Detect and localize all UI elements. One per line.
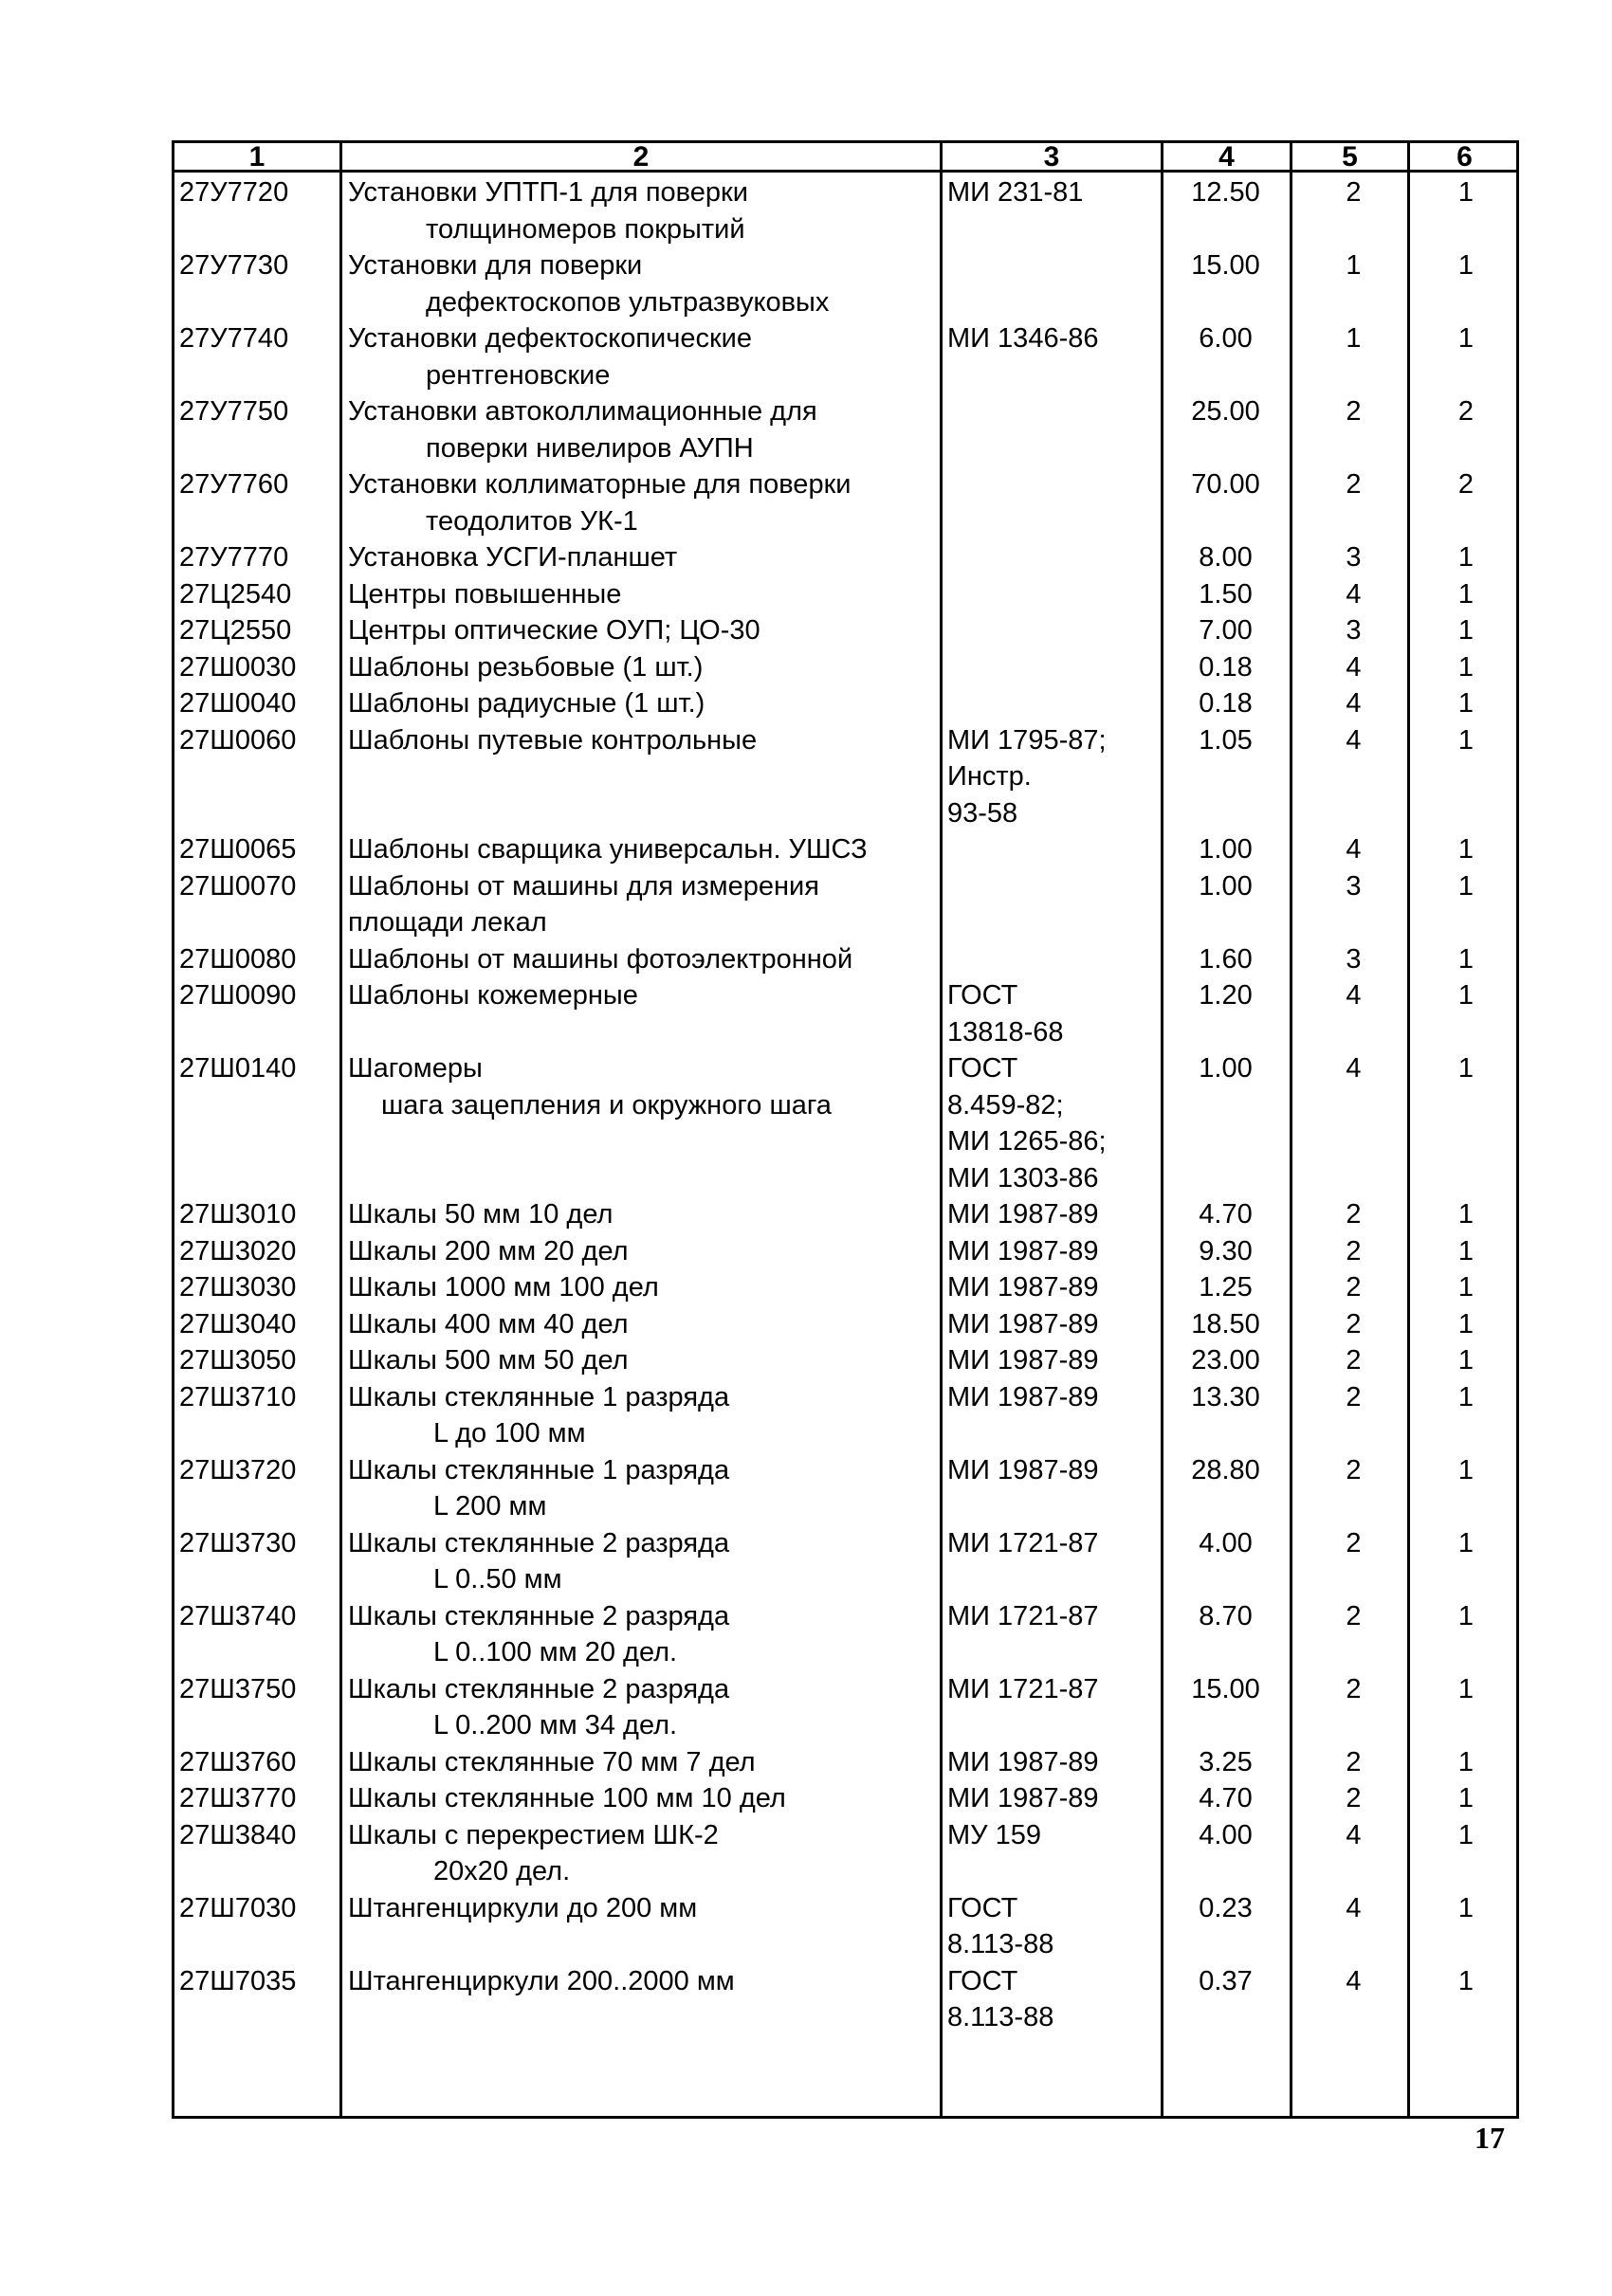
document-ref: [947, 1890, 1053, 1963]
column-divider: [940, 143, 943, 2116]
price-value: 8.00: [1199, 542, 1253, 573]
item-code: 27Ш7030: [179, 1892, 297, 1923]
price-value: 4.00: [1199, 1819, 1253, 1850]
column6-value: 1: [1457, 615, 1475, 646]
column6-value: 1: [1457, 1965, 1475, 1996]
column6-value: 1: [1457, 1783, 1475, 1813]
column5-value: 4: [1346, 1819, 1362, 1850]
price-value: 1.00: [1199, 1053, 1253, 1084]
item-name-line: Установка УСГИ-планшет: [348, 542, 678, 573]
item-name: [348, 320, 752, 393]
item-name: [348, 1817, 719, 1890]
column5-value: 2: [1346, 1600, 1362, 1631]
item-name: [348, 1050, 832, 1123]
column5-value: 2: [1346, 1381, 1362, 1412]
item-code: 27Ц2550: [179, 615, 292, 646]
column5-value: 2: [1346, 469, 1362, 500]
column5-value: 2: [1346, 1345, 1362, 1376]
document-ref-line: МИ 1987-89: [947, 1308, 1099, 1339]
item-code: 27Ш3750: [179, 1673, 297, 1704]
document-ref: [947, 1196, 1099, 1233]
item-name-line: Шкалы стеклянные 2 разряда: [348, 1600, 730, 1631]
item-name: [348, 174, 748, 247]
item-name: [348, 868, 819, 941]
item-name-line: Шкалы стеклянные 70 мм 7 дел: [348, 1746, 756, 1777]
item-name: [348, 1379, 729, 1452]
document-ref: [947, 977, 1064, 1050]
item-name: [348, 1744, 756, 1781]
item-name-line: Шаблоны радиусные (1 шт.): [348, 688, 705, 719]
column6-value: 1: [1457, 688, 1475, 719]
item-name-line: дефектоскопов ультразвуковых: [426, 286, 830, 318]
document-ref: [947, 1379, 1099, 1416]
item-name-line: Шкалы стеклянные 2 разряда: [348, 1527, 730, 1558]
item-name-line: 20х20 дел.: [433, 1856, 571, 1886]
column6-value: 1: [1457, 323, 1475, 354]
item-name: [348, 941, 852, 978]
price-value: 3.25: [1199, 1746, 1253, 1777]
item-name-line: Центры оптические ОУП; ЦО-30: [348, 615, 760, 646]
document-ref-line: МИ 1721-87: [947, 1673, 1099, 1704]
item-name-line: Шаблоны путевые контрольные: [348, 724, 758, 756]
column-header: 2: [632, 141, 650, 173]
document-ref-line: МИ 1987-89: [947, 1345, 1099, 1376]
item-code: 27Ш3730: [179, 1527, 297, 1558]
item-name-line: Шкалы стеклянные 2 разряда: [348, 1673, 730, 1704]
document-ref-line: 13818-68: [947, 1016, 1064, 1048]
column5-value: 1: [1346, 323, 1362, 354]
item-code: 27Ш0090: [179, 980, 297, 1011]
column-header: 4: [1218, 141, 1235, 173]
column5-value: 4: [1346, 578, 1362, 610]
item-name-line: Центры повышенные: [348, 578, 622, 610]
document-ref: [947, 174, 1083, 211]
document-ref-line: ГОСТ: [947, 1053, 1018, 1084]
item-name-line: L 0..200 мм 34 дел.: [433, 1710, 678, 1740]
price-value: 25.00: [1191, 396, 1260, 427]
price-value: 9.30: [1199, 1235, 1253, 1266]
item-name-line: L 0..100 мм 20 дел.: [433, 1637, 678, 1667]
price-value: 15.00: [1191, 1673, 1260, 1704]
item-code: 27Ш3030: [179, 1272, 297, 1303]
column5-value: 4: [1346, 1965, 1362, 1996]
price-value: 18.50: [1191, 1308, 1260, 1339]
column5-value: 2: [1346, 1454, 1362, 1485]
item-code: 27У7770: [179, 542, 289, 573]
column6-value: 1: [1457, 651, 1475, 683]
price-value: 1.00: [1199, 870, 1253, 902]
column6-value: 1: [1457, 250, 1475, 281]
document-ref-line: МИ 1987-89: [947, 1235, 1099, 1266]
item-name-line: L до 100 мм: [433, 1418, 586, 1449]
item-code: 27Ц2540: [179, 578, 292, 610]
item-name: [348, 1196, 613, 1233]
column5-value: 4: [1346, 724, 1362, 756]
price-value: 15.00: [1191, 250, 1260, 281]
price-value: 28.80: [1191, 1454, 1260, 1485]
item-code: 27У7750: [179, 396, 289, 427]
price-value: 0.23: [1199, 1892, 1253, 1923]
column-divider: [1290, 143, 1292, 2116]
column6-value: 1: [1457, 1345, 1475, 1376]
column6-value: 1: [1457, 1381, 1475, 1412]
document-ref-line: МИ 1987-89: [947, 1272, 1099, 1303]
column-divider: [339, 143, 342, 2116]
column6-value: 1: [1457, 943, 1475, 975]
column5-value: 4: [1346, 1053, 1362, 1084]
column-header: 5: [1342, 141, 1358, 173]
column5-value: 3: [1346, 542, 1362, 573]
price-value: 70.00: [1191, 469, 1260, 500]
price-value: 1.20: [1199, 980, 1253, 1011]
item-name-line: шага зацепления и окружного шага: [381, 1089, 832, 1121]
item-name-line: Шкалы стеклянные 100 мм 10 дел: [348, 1783, 786, 1813]
column5-value: 3: [1346, 615, 1362, 646]
item-name: [348, 831, 868, 868]
item-name-line: L 200 мм: [433, 1491, 547, 1522]
column6-value: 1: [1457, 1673, 1475, 1704]
item-name-line: толщиномеров покрытий: [426, 213, 745, 245]
item-name-line: Шкалы стеклянные 1 разряда: [348, 1381, 730, 1412]
item-name-line: Шкалы 200 мм 20 дел: [348, 1235, 629, 1266]
column-header: 6: [1456, 141, 1473, 173]
item-name-line: Установки дефектоскопические: [348, 323, 752, 354]
item-name-line: Шкалы стеклянные 1 разряда: [348, 1454, 730, 1485]
column6-value: 2: [1457, 396, 1475, 427]
column-divider: [1161, 143, 1163, 2116]
item-name-line: поверки нивелиров АУПН: [426, 432, 754, 464]
item-code: 27У7760: [179, 469, 289, 500]
item-name-line: Установки УПТП-1 для поверки: [348, 177, 748, 208]
document-ref: [947, 1342, 1099, 1379]
item-name: [348, 393, 817, 466]
column5-value: 4: [1346, 980, 1362, 1011]
price-value: 0.18: [1199, 651, 1253, 683]
price-value: 0.37: [1199, 1965, 1253, 1996]
column6-value: 1: [1457, 177, 1475, 208]
item-code: 27Ш0080: [179, 943, 297, 975]
item-code: 27Ш0140: [179, 1053, 297, 1084]
column5-value: 1: [1346, 250, 1362, 281]
column5-value: 2: [1346, 177, 1362, 208]
item-name-line: Шкалы 50 мм 10 дел: [348, 1199, 614, 1230]
price-value: 23.00: [1191, 1345, 1260, 1376]
column5-value: 4: [1346, 651, 1362, 683]
item-code: 27Ш3710: [179, 1381, 297, 1412]
item-name-line: рентгеновские: [426, 359, 611, 391]
item-name-line: Установки автоколлимационные для: [348, 396, 817, 427]
price-value: 12.50: [1191, 177, 1260, 208]
item-name: [348, 722, 757, 759]
item-code: 27Ш3040: [179, 1308, 297, 1339]
item-name: [348, 1671, 729, 1744]
document-ref: [947, 1817, 1041, 1854]
item-code: 27Ш0065: [179, 834, 297, 865]
document-ref-line: 8.113-88: [947, 1929, 1054, 1959]
item-code: 27У7730: [179, 250, 289, 281]
column6-value: 1: [1457, 870, 1475, 902]
document-ref: [947, 1452, 1099, 1489]
item-name-line: L 0..50 мм: [433, 1564, 562, 1594]
document-ref-line: 93-58: [947, 797, 1018, 829]
column6-value: 1: [1457, 578, 1475, 610]
document-ref-line: ГОСТ: [947, 1892, 1018, 1923]
item-name-line: площади лекал: [348, 907, 547, 938]
column5-value: 2: [1346, 1272, 1362, 1303]
document-ref-line: МИ 1987-89: [947, 1381, 1099, 1412]
column6-value: 1: [1457, 542, 1475, 573]
item-name-line: Шкалы с перекрестием ШК-2: [348, 1819, 719, 1850]
item-name: [348, 1963, 735, 2000]
column6-value: 1: [1457, 1527, 1475, 1558]
price-value: 4.70: [1199, 1783, 1253, 1813]
document-ref-line: МИ 1795-87;: [947, 724, 1107, 756]
document-ref-line: Инстр.: [947, 761, 1032, 792]
document-ref-line: МИ 1346-86: [947, 323, 1099, 354]
document-ref-line: МИ 1265-86;: [947, 1126, 1107, 1157]
item-name-line: Шкалы 500 мм 50 дел: [348, 1345, 629, 1376]
item-name-line: Шкалы 400 мм 40 дел: [348, 1308, 629, 1339]
document-ref: [947, 722, 1107, 832]
item-code: 27Ш3740: [179, 1600, 297, 1631]
price-value: 4.70: [1199, 1199, 1253, 1230]
column6-value: 1: [1457, 1308, 1475, 1339]
page-number: 17: [1475, 2121, 1505, 2155]
item-name-line: теодолитов УК-1: [426, 505, 638, 537]
column5-value: 2: [1346, 1783, 1362, 1813]
item-name: [348, 612, 760, 649]
item-name-line: Шаблоны сварщика универсальн. УШСЗ: [348, 834, 868, 865]
column6-value: 1: [1457, 1272, 1475, 1303]
column5-value: 4: [1346, 834, 1362, 865]
column-header: 1: [248, 141, 266, 173]
item-code: 27У7720: [179, 177, 289, 208]
document-ref: [947, 320, 1099, 357]
item-name: [348, 649, 703, 686]
document-ref: [947, 1525, 1099, 1562]
item-name-line: Установки для поверки: [348, 250, 643, 281]
document-ref-line: 8.113-88: [947, 2002, 1054, 2032]
item-code: 27Ш3720: [179, 1454, 297, 1485]
item-name-line: Установки коллиматорные для поверки: [348, 469, 852, 500]
item-name: [348, 1890, 697, 1927]
item-code: 27Ш3770: [179, 1783, 297, 1813]
document-ref-line: ГОСТ: [947, 980, 1018, 1011]
price-value: 4.00: [1199, 1527, 1253, 1558]
document-ref: [947, 1050, 1107, 1196]
item-name: [348, 466, 851, 539]
price-value: 1.60: [1199, 943, 1253, 975]
document-ref: [947, 1269, 1099, 1306]
column5-value: 3: [1346, 870, 1362, 902]
item-name: [348, 1306, 629, 1343]
item-name: [348, 1780, 786, 1817]
column5-value: 2: [1346, 1746, 1362, 1777]
item-code: 27Ш0060: [179, 724, 297, 756]
column5-value: 2: [1346, 1673, 1362, 1704]
item-name: [348, 247, 829, 320]
column5-value: 3: [1346, 943, 1362, 975]
price-value: 1.05: [1199, 724, 1253, 756]
document-ref-line: МИ 1721-87: [947, 1600, 1099, 1631]
item-code: 27Ш3020: [179, 1235, 297, 1266]
item-code: 27Ш3010: [179, 1199, 297, 1230]
document-ref: [947, 1744, 1099, 1781]
column6-value: 1: [1457, 1819, 1475, 1850]
document-ref-line: МИ 1303-86: [947, 1162, 1099, 1194]
document-ref: [947, 1233, 1099, 1270]
item-code: 27Ш0070: [179, 870, 297, 902]
item-name: [348, 977, 638, 1014]
document-ref: [947, 1306, 1099, 1343]
column5-value: 2: [1346, 1527, 1362, 1558]
item-name: [348, 1233, 629, 1270]
column-header: 3: [1043, 141, 1060, 173]
item-name-line: Штангенциркули до 200 мм: [348, 1892, 698, 1923]
column6-value: 1: [1457, 1600, 1475, 1631]
column6-value: 1: [1457, 1454, 1475, 1485]
price-value: 7.00: [1199, 615, 1253, 646]
item-name: [348, 1452, 729, 1525]
column6-value: 1: [1457, 724, 1475, 756]
item-name-line: Шаблоны от машины для измерения: [348, 870, 819, 902]
document-ref: [947, 1780, 1099, 1817]
document-ref-line: МИ 1987-89: [947, 1199, 1099, 1230]
document-ref: [947, 1671, 1099, 1708]
column5-value: 4: [1346, 688, 1362, 719]
item-name: [348, 539, 677, 576]
document-ref-line: МИ 1987-89: [947, 1746, 1099, 1777]
item-name: [348, 1525, 729, 1598]
price-value: 13.30: [1191, 1381, 1260, 1412]
item-code: 27Ш3840: [179, 1819, 297, 1850]
item-code: 27Ш3760: [179, 1746, 297, 1777]
column6-value: 1: [1457, 1892, 1475, 1923]
column5-value: 4: [1346, 1892, 1362, 1923]
price-table: [172, 140, 1519, 2119]
item-name-line: Шаблоны кожемерные: [348, 980, 638, 1011]
document-ref-line: МИ 1987-89: [947, 1783, 1099, 1813]
document-ref-line: МИ 1987-89: [947, 1454, 1099, 1485]
document-ref-line: МИ 1721-87: [947, 1527, 1099, 1558]
item-code: 27Ш7035: [179, 1965, 297, 1996]
column6-value: 1: [1457, 1053, 1475, 1084]
column6-value: 1: [1457, 1199, 1475, 1230]
item-code: 27Ш0030: [179, 651, 297, 683]
document-ref-line: МУ 159: [947, 1819, 1042, 1850]
column5-value: 2: [1346, 1199, 1362, 1230]
price-value: 0.18: [1199, 688, 1253, 719]
item-name: [348, 1342, 629, 1379]
document-ref: [947, 1963, 1053, 2036]
item-name-line: Шагомеры: [348, 1053, 483, 1084]
price-value: 8.70: [1199, 1600, 1253, 1631]
item-name: [348, 1598, 729, 1671]
item-code: 27У7740: [179, 323, 289, 354]
column6-value: 1: [1457, 980, 1475, 1011]
column6-value: 1: [1457, 1235, 1475, 1266]
item-name-line: Шаблоны резьбовые (1 шт.): [348, 651, 704, 683]
item-name-line: Шаблоны от машины фотоэлектронной: [348, 943, 853, 975]
column5-value: 2: [1346, 1308, 1362, 1339]
document-ref: [947, 1598, 1099, 1635]
column6-value: 1: [1457, 1746, 1475, 1777]
item-name: [348, 1269, 659, 1306]
header-divider: [174, 170, 1516, 173]
price-value: 1.00: [1199, 834, 1253, 865]
item-code: 27Ш3050: [179, 1345, 297, 1376]
price-value: 1.25: [1199, 1272, 1253, 1303]
column5-value: 2: [1346, 1235, 1362, 1266]
item-name: [348, 576, 621, 613]
column6-value: 2: [1457, 469, 1475, 500]
price-value: 6.00: [1199, 323, 1253, 354]
document-ref-line: МИ 231-81: [947, 177, 1084, 208]
item-name-line: Штангенциркули 200..2000 мм: [348, 1965, 735, 1996]
column5-value: 2: [1346, 396, 1362, 427]
item-code: 27Ш0040: [179, 688, 297, 719]
item-name-line: Шкалы 1000 мм 100 дел: [348, 1272, 659, 1303]
document-ref-line: ГОСТ: [947, 1965, 1018, 1996]
document-ref-line: 8.459-82;: [947, 1089, 1064, 1121]
column6-value: 1: [1457, 834, 1475, 865]
price-value: 1.50: [1199, 578, 1253, 610]
item-name: [348, 685, 705, 722]
